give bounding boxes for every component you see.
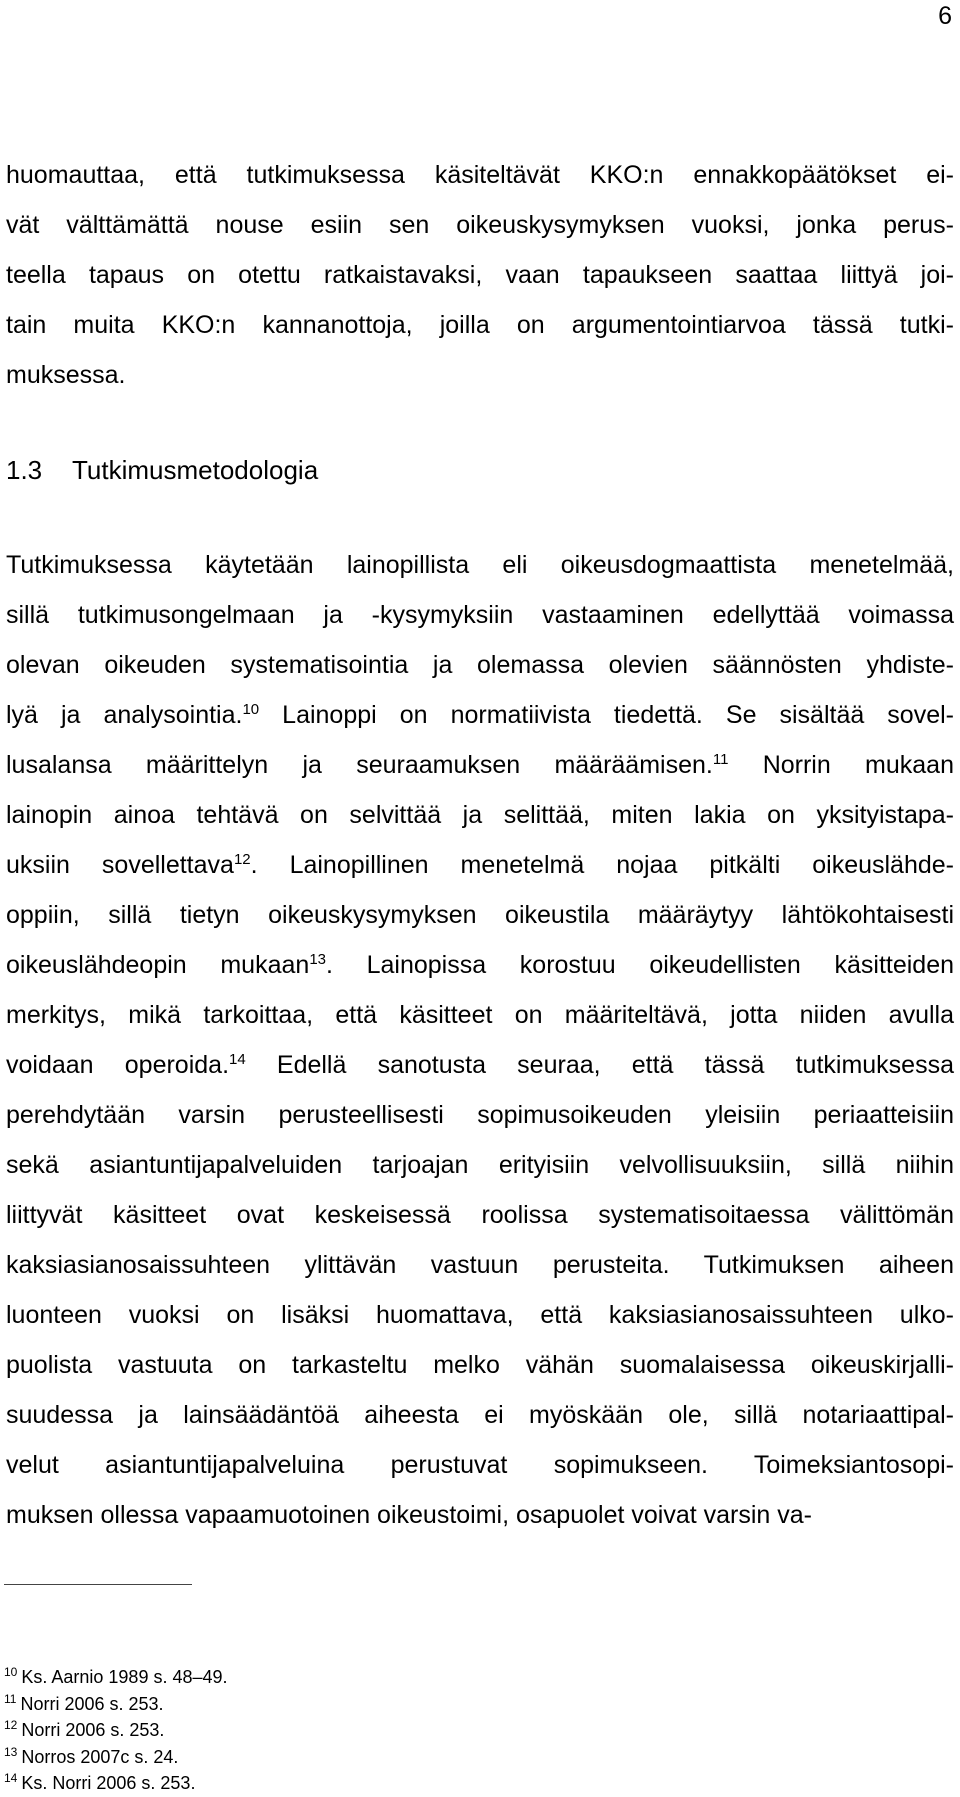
text-line (6, 790, 954, 840)
text-segment: sillä tutkimusongelmaan ja -kysymyksiin vastaaminen edellyttää voimassa (6, 601, 954, 629)
text-line (6, 150, 954, 200)
text-segment: sekä asiantuntijapalveluiden tarjoajan erityisiin velvollisuuksiin, sillä niihin (6, 1151, 954, 1179)
paragraph-methodology (6, 540, 954, 1540)
section-heading (6, 445, 954, 495)
text-segment: vät välttämättä nouse esiin sen oikeuskysymyksen vuoksi, jonka perus- (6, 211, 954, 239)
page-number: 6 (938, 2, 952, 30)
text-segment: . Lainopissa korostuu oikeudellisten käsitteiden (326, 951, 955, 979)
text-segment: muksen ollessa vapaamuotoinen oikeustoimi, osapuolet voivat varsin va- (6, 1501, 812, 1529)
text-segment: Tutkimuksessa käytetään lainopillista eli oikeusdogmaattista menetelmää, (6, 551, 954, 579)
text-line (6, 640, 954, 690)
text-segment: velut asiantuntijapalveluina perustuvat sopimukseen. Toimeksiantosopi- (6, 1451, 954, 1479)
text-segment: lainopin ainoa tehtävä on selvittää ja selittää, miten lakia on yksityistapa- (6, 801, 954, 829)
text-segment: tain muita KKO:n kannanottoja, joilla on argumentointiarvoa tässä tutki- (6, 311, 954, 339)
footnote-number: 12 (4, 1718, 18, 1732)
text-segment: muksessa. (6, 361, 126, 389)
text-segment: kaksiasianosaissuhteen ylittävän vastuun perusteita. Tutkimuksen aiheen (6, 1251, 954, 1279)
footnote-text: Norri 2006 s. 253. (21, 1720, 165, 1740)
text-segment: perehdytään varsin perusteellisesti sopimusoikeuden yleisiin periaatteisiin (6, 1101, 954, 1129)
footnote (4, 1664, 228, 1691)
text-segment: lusalansa määrittelyn ja seuraamuksen määräämisen. (6, 751, 713, 779)
footnote-reference[interactable]: 10 (242, 701, 260, 718)
text-segment: huomauttaa, että tutkimuksessa käsiteltävät KKO:n ennakkopäätökset ei- (6, 161, 954, 189)
text-line (6, 300, 954, 350)
footnote-number: 11 (4, 1691, 17, 1706)
footnote-number: 14 (4, 1771, 18, 1785)
footnote (4, 1744, 228, 1771)
text-segment: Norrin mukaan (728, 751, 954, 779)
paragraph-intro (6, 150, 954, 400)
text-segment: liittyvät käsitteet ovat keskeisessä roolissa systematisoitaessa välittömän (6, 1201, 954, 1229)
text-line (6, 1290, 954, 1340)
text-line (6, 250, 954, 300)
text-segment: suudessa ja lainsäädäntöä aiheesta ei myöskään ole, sillä notariaattipal- (6, 1401, 954, 1429)
text-line (6, 1440, 954, 1490)
text-segment: merkitys, mikä tarkoittaa, että käsitteet on määriteltävä, jotta niiden avulla (6, 1001, 954, 1029)
text-line (6, 590, 954, 640)
text-segment: Lainoppi on normatiivista tiedettä. Se sisältää sovel- (259, 701, 954, 729)
footnote-reference[interactable]: 11 (712, 751, 729, 768)
footnote (4, 1691, 228, 1718)
text-segment: luonteen vuoksi on lisäksi huomattava, että kaksiasianosaissuhteen ulko- (6, 1301, 954, 1329)
text-line (6, 1140, 954, 1190)
footnote-number: 13 (4, 1744, 18, 1759)
text-line (6, 350, 954, 400)
text-line (6, 1490, 954, 1540)
text-segment: lyä ja analysointia. (6, 701, 243, 729)
text-segment: olevan oikeuden systematisointia ja olemassa olevien säännösten yhdiste- (6, 651, 954, 679)
footnote-text: Ks. Norri 2006 s. 253. (21, 1773, 196, 1793)
text-line (6, 940, 954, 990)
footnote (4, 1717, 228, 1744)
section-title: Tutkimusmetodologia (72, 455, 319, 485)
footnote (4, 1770, 228, 1797)
footnote-text: Ks. Aarnio 1989 s. 48–49. (21, 1667, 228, 1687)
text-line (6, 690, 954, 740)
text-segment: oppiin, sillä tietyn oikeuskysymyksen oikeustila määräytyy lähtökohtaisesti (6, 901, 954, 929)
footnote-separator (4, 1584, 192, 1585)
text-line (6, 1190, 954, 1240)
text-line (6, 1340, 954, 1390)
text-segment: voidaan operoida. (6, 1051, 230, 1079)
footnote-reference[interactable]: 12 (233, 851, 251, 868)
footnote-reference[interactable]: 13 (309, 951, 326, 968)
text-segment: . Lainopillinen menetelmä nojaa pitkälti oikeuslähde- (250, 851, 954, 879)
text-segment: teella tapaus on otettu ratkaistavaksi, vaan tapaukseen saattaa liittyä joi- (6, 261, 954, 289)
section-number: 1.3 (6, 455, 43, 485)
text-line (6, 200, 954, 250)
text-line (6, 890, 954, 940)
text-segment: puolista vastuuta on tarkasteltu melko vähän suomalaisessa oikeuskirjalli- (6, 1351, 954, 1379)
footnote-text: Norri 2006 s. 253. (20, 1693, 164, 1714)
footnote-reference[interactable]: 14 (229, 1051, 246, 1068)
text-line (6, 1090, 954, 1140)
text-line (6, 1240, 954, 1290)
footnotes (4, 1664, 228, 1797)
text-line (6, 540, 954, 590)
text-segment: oikeuslähdeopin mukaan (6, 951, 310, 979)
footnote-number: 10 (4, 1665, 18, 1679)
text-line (6, 840, 954, 890)
text-line (6, 1390, 954, 1440)
text-segment: Edellä sanotusta seuraa, että tässä tutkimuksessa (245, 1051, 954, 1079)
text-line (6, 990, 954, 1040)
text-line (6, 1040, 954, 1090)
text-segment: uksiin sovellettava (6, 851, 234, 879)
footnote-text: Norros 2007c s. 24. (21, 1746, 179, 1767)
text-line (6, 740, 954, 790)
